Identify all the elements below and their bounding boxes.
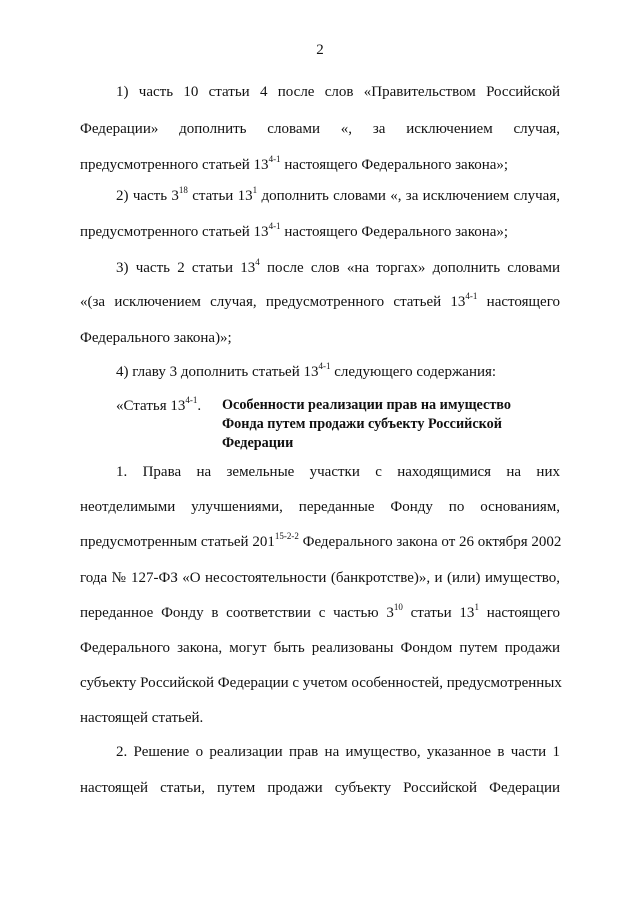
text-segment: предусмотренного статьей 13 xyxy=(80,224,269,240)
text-line xyxy=(80,222,560,242)
text-line xyxy=(116,186,560,206)
text-line xyxy=(116,462,560,482)
text-segment: субъекту Российской Федерации с учетом особенностей, предусмотренных xyxy=(80,675,562,691)
text-segment: дополнить словами «, за исключением случая, xyxy=(257,188,560,204)
text-segment: после слов «на торгах» дополнить словами xyxy=(259,260,560,276)
text-line xyxy=(116,82,560,102)
text-line xyxy=(80,119,560,139)
text-segment: 1) часть 10 статьи 4 после слов «Правительством Российской xyxy=(116,84,560,100)
text-line xyxy=(80,638,560,658)
text-segment: настоящего Федерального закона»; xyxy=(280,157,509,173)
text-segment: настоящего xyxy=(477,294,560,310)
text-line xyxy=(80,155,560,175)
text-segment: 2. Решение о реализации прав на имущество, указанное в части 1 xyxy=(116,744,560,760)
text-segment: статьи 13 xyxy=(402,605,475,621)
superscript: 18 xyxy=(178,185,188,195)
text-segment: Федерального закона, могут быть реализованы Фондом путем продажи xyxy=(80,640,560,656)
text-segment: 3) часть 2 статьи 13 xyxy=(116,260,256,276)
superscript: 4-1 xyxy=(185,395,198,405)
superscript: 15-2-2 xyxy=(274,531,299,541)
article-label xyxy=(116,396,201,416)
text-line xyxy=(80,292,560,312)
superscript: 4-1 xyxy=(268,154,281,164)
text-segment: предусмотренного статьей 13 xyxy=(80,157,269,173)
article-title xyxy=(222,396,552,453)
text-segment: «(за исключением случая, предусмотренного статьей 13 xyxy=(80,294,466,310)
text-segment: 1. Права на земельные участки с находящимися на них xyxy=(116,464,560,480)
superscript: 4 xyxy=(255,257,260,267)
text-segment: 4) главу 3 дополнить статьей 13 xyxy=(116,364,319,380)
text-line xyxy=(80,328,560,348)
text-segment: настоящей статьи, путем продажи субъекту Российской Федерации xyxy=(80,780,560,796)
text-segment: неотделимыми улучшениями, переданные Фонду по основаниям, xyxy=(80,499,560,515)
text-segment: . xyxy=(197,398,202,414)
superscript: 4-1 xyxy=(268,221,281,231)
text-line xyxy=(80,532,560,552)
page-number: 2 xyxy=(316,42,324,58)
text-segment: настоящего xyxy=(478,605,560,621)
text-line xyxy=(80,708,560,728)
article-title-line: Фонда путем продажи субъекту Российской xyxy=(222,416,502,432)
text-segment: настоящей статьей. xyxy=(80,710,204,726)
text-segment: настоящего Федерального закона»; xyxy=(280,224,509,240)
superscript: 4-1 xyxy=(465,291,478,301)
text-line xyxy=(80,778,560,798)
text-line xyxy=(80,568,560,588)
text-segment: предусмотренным статьей 201 xyxy=(80,534,275,550)
article-title-line: Особенности реализации прав на имущество xyxy=(222,397,511,413)
text-segment: года № 127-ФЗ «О несостоятельности (банкротстве)», и (или) имущество, xyxy=(80,570,560,586)
text-line xyxy=(116,362,560,382)
text-segment: переданное Фонду в соответствии с частью 3 xyxy=(80,605,394,621)
superscript: 1 xyxy=(474,602,479,612)
text-segment: «Статья 13 xyxy=(116,398,186,414)
text-segment: Федерации» дополнить словами «, за исключением случая, xyxy=(80,121,560,137)
text-line xyxy=(80,603,560,623)
text-line xyxy=(80,497,560,517)
superscript: 4-1 xyxy=(318,361,331,371)
text-line xyxy=(116,258,560,278)
text-segment: следующего содержания: xyxy=(330,364,497,380)
article-title-line: Федерации xyxy=(222,435,294,451)
text-segment: статьи 13 xyxy=(187,188,253,204)
text-segment: Федерального закона)»; xyxy=(80,330,232,346)
text-segment: Федерального закона от 26 октября 2002 xyxy=(298,534,562,550)
text-line xyxy=(80,673,560,693)
superscript: 10 xyxy=(393,602,403,612)
text-segment: 2) часть 3 xyxy=(116,188,179,204)
superscript: 1 xyxy=(252,185,258,195)
text-line xyxy=(116,742,560,762)
